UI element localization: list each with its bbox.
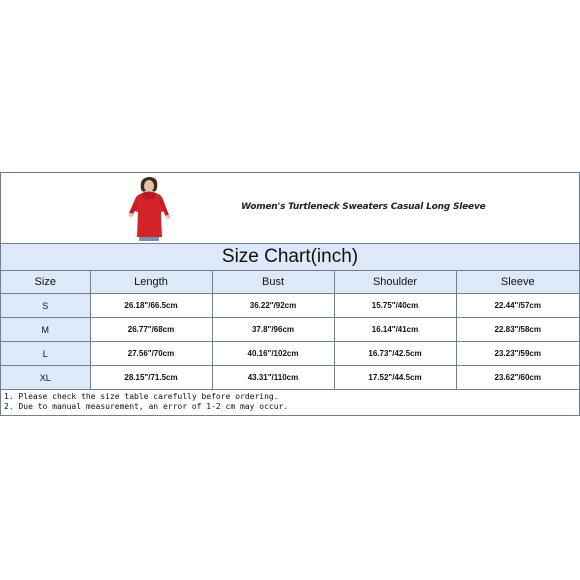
length-cell: 27.56"/70cm	[90, 342, 212, 366]
size-cell: XL	[1, 366, 90, 390]
column-header-shoulder: Shoulder	[334, 271, 456, 294]
note-line: 1. Please check the size table carefully before ordering.	[4, 392, 279, 401]
shoulder-cell: 15.75"/40cm	[334, 294, 456, 318]
chart-title: Size Chart(inch)	[1, 244, 579, 271]
sleeve-cell: 23.62"/60cm	[456, 366, 579, 390]
column-header-bust: Bust	[212, 271, 334, 294]
product-name: Women's Turtleneck Sweaters Casual Long Sleeve	[241, 202, 486, 212]
column-header-sleeve: Sleeve	[456, 271, 579, 294]
table-row	[1, 366, 579, 390]
table-row	[1, 294, 579, 318]
column-header-size: Size	[1, 271, 90, 294]
sleeve-cell: 22.83"/58cm	[456, 318, 579, 342]
shoulder-cell: 17.52"/44.5cm	[334, 366, 456, 390]
size-cell: M	[1, 318, 90, 342]
bust-cell: 43.31"/110cm	[212, 366, 334, 390]
size-chart	[0, 172, 580, 416]
note-line: 2. Due to manual measurement, an error of 1-2 cm may occur.	[4, 402, 289, 411]
bust-cell: 36.22"/92cm	[212, 294, 334, 318]
notes	[1, 389, 579, 415]
table-header-row	[1, 271, 579, 294]
length-cell: 28.15"/71.5cm	[90, 366, 212, 390]
chart-header	[1, 173, 579, 244]
sleeve-cell: 23.23"/59cm	[456, 342, 579, 366]
sleeve-cell: 22.44"/57cm	[456, 294, 579, 318]
bust-cell: 40.16"/102cm	[212, 342, 334, 366]
shoulder-cell: 16.73"/42.5cm	[334, 342, 456, 366]
shoulder-cell: 16.14"/41cm	[334, 318, 456, 342]
length-cell: 26.18"/66.5cm	[90, 294, 212, 318]
table-row	[1, 318, 579, 342]
size-table	[1, 271, 579, 389]
product-photo	[119, 175, 181, 241]
bust-cell: 37.8"/96cm	[212, 318, 334, 342]
size-cell: L	[1, 342, 90, 366]
column-header-length: Length	[90, 271, 212, 294]
table-row	[1, 342, 579, 366]
size-cell: S	[1, 294, 90, 318]
length-cell: 26.77"/68cm	[90, 318, 212, 342]
